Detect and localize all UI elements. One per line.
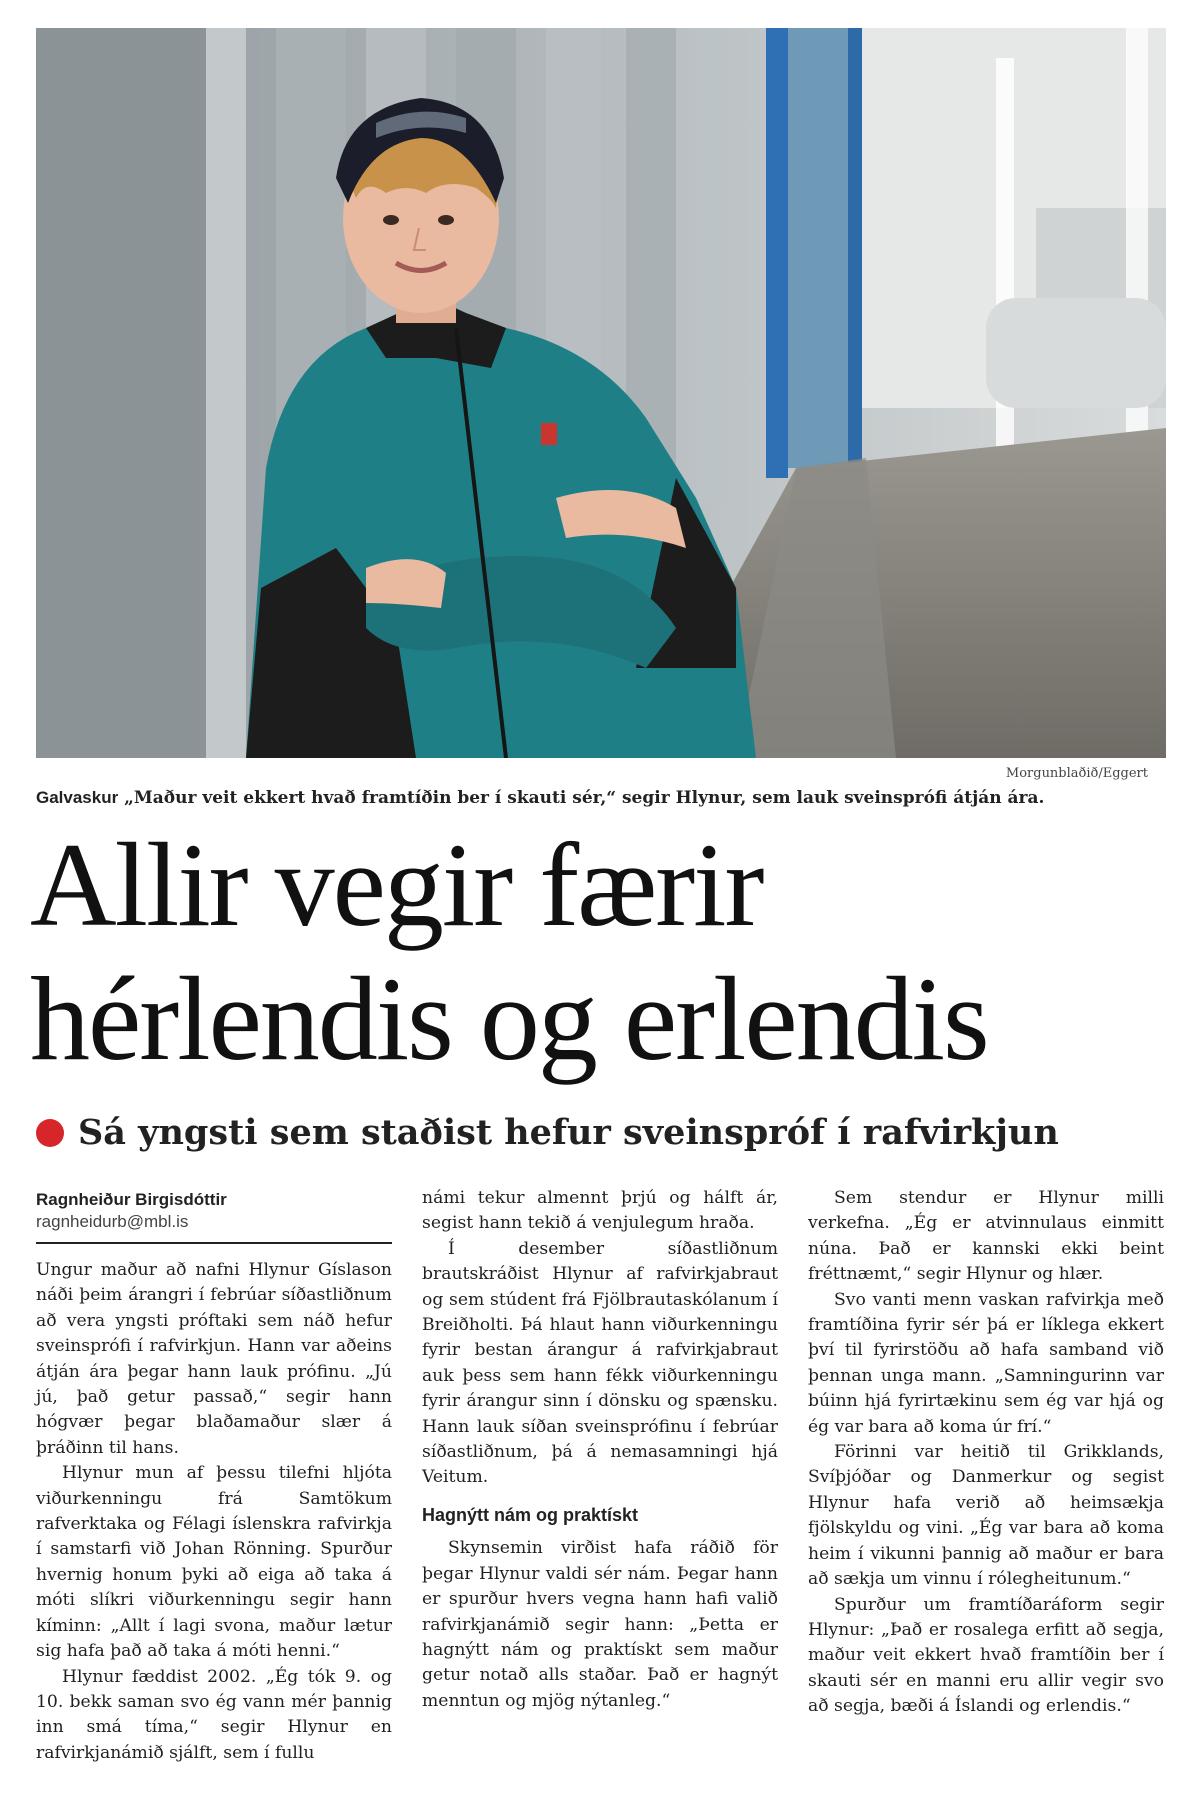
- paragraph: Hlynur mun af þessu tilefni hljóta viðurkenningu frá Samtökum rafverktaka og Félagi íslenskra rafvirkja í samstarfi við Johan Rönning. Spurður hvernig honum þyki að eiga að taka á móti slíkri viðurkenningu segir hann kíminn: „Allt í lagi svona, maður lætur sig hafa það að taka á móti henni.“: [36, 1463, 392, 1662]
- photo-credit: Morgunblaðið/Eggert: [1005, 766, 1148, 781]
- paragraph: Ungur maður að nafni Hlynur Gíslason náði þeim árangri í febrúar síðastliðnum að vera yngsti próftaki sem náð hefur sveinsprófi í rafvirkjun. Hann var aðeins átján ára þegar hann lauk prófinu. „Jú jú, það getur passað,“ segir hann hógvær þegar blaðamaður slær á þráðinn til hans.: [36, 1260, 392, 1458]
- portrait-photo-icon: [36, 28, 1166, 758]
- headline-line-1: Allir vegir færir: [30, 818, 763, 951]
- caption-text: „Maður veit ekkert hvað framtíðin ber í skauti sér,“ segir Hlynur, sem lauk sveinsprófi átján ára.: [124, 788, 1045, 808]
- paragraph: Spurður um framtíðaráform segir Hlynur: „Það er rosalega erfitt að segja, maður veit ekkert hvað framtíðin ber í skauti sér en manni eru allir vegir svo að segja, bæði á Íslandi og erlendis.“: [808, 1594, 1164, 1717]
- subheadline: [36, 1112, 1166, 1153]
- paragraph: námi tekur almennt þrjú og hálft ár, segist hann tekið á venjulegum hraða.: [422, 1188, 778, 1234]
- portrait-photo: [36, 28, 1166, 758]
- paragraph: Skynsemin virðist hafa ráðið för þegar Hlynur valdi sér nám. Þegar hann er spurður hvers vegna hann hafi valið rafvirkjanámið segir hann: „Þetta er hagnýtt nám og praktískt sem maður getur notað alls staðar. Það er hagnýt menntun og mjög nýtanleg.“: [422, 1538, 778, 1711]
- paragraph: Í desember síðastliðnum brautskráðist Hlynur af rafvirkjabraut og sem stúdent frá Fjölbrautaskólanum í Breiðholti. Þá hlaut hann viðurkenningu fyrir bestan árangur á rafvirkjabraut auk þess sem hann fékk viðurkenningu fyrir árangur sinn í dönsku og spænsku. Hann lauk síðan sveinsprófinu í febrúar síðastliðnum, þá á nemasamningi hjá Veitum.: [422, 1238, 778, 1488]
- paragraph: Förinni var heitið til Grikklands, Svíþjóðar og Danmerkur og segist Hlynur hafa verið að heimsækja fjölskyldu og vini. „Ég var bara að koma heim í vikunni þannig að maður er bara að sækja um vinnu í rólegheitunum.“: [808, 1442, 1164, 1590]
- paragraph: Hlynur fæddist 2002. „Ég tók 9. og 10. bekk saman svo ég vann mér þannig inn smá tíma,“ segir Hlynur en rafvirkjanámið sjálft, sem í fullu: [36, 1666, 392, 1763]
- headline: [30, 818, 1180, 1086]
- caption-kicker: Galvaskur: [36, 788, 119, 807]
- article-column-1: [36, 1258, 392, 1766]
- byline: [36, 1190, 392, 1244]
- section-subhead: Hagnýtt nám og praktískt: [422, 1504, 639, 1525]
- paragraph: Sem stendur er Hlynur milli verkefna. „Ég er atvinnulaus einmitt núna. Það er kannski ekki beint fréttnæmt,“ segir Hlynur og hlær.: [808, 1188, 1164, 1285]
- photo-caption: [36, 788, 1166, 808]
- author-email[interactable]: ragnheidurb@mbl.is: [36, 1212, 189, 1231]
- article-column-3: [808, 1186, 1164, 1720]
- byline-divider: [36, 1242, 392, 1244]
- article-column-2: [422, 1186, 778, 1714]
- red-bullet-icon: [36, 1119, 64, 1147]
- author-name: Ragnheiður Birgisdóttir: [36, 1190, 227, 1209]
- headline-line-2: hérlendis og erlendis: [30, 952, 988, 1085]
- subheadline-text: Sá yngsti sem staðist hefur sveinspróf í rafvirkjun: [78, 1112, 1059, 1153]
- paragraph: Svo vanti menn vaskan rafvirkja með framtíðina fyrir sér þá er líklega ekkert því til fyrirstöðu að hafa samband við þennan unga mann. „Samningurinn var búinn hjá fyrirtækinu sem ég var hjá og ég var bara að koma úr frí.“: [808, 1289, 1164, 1437]
